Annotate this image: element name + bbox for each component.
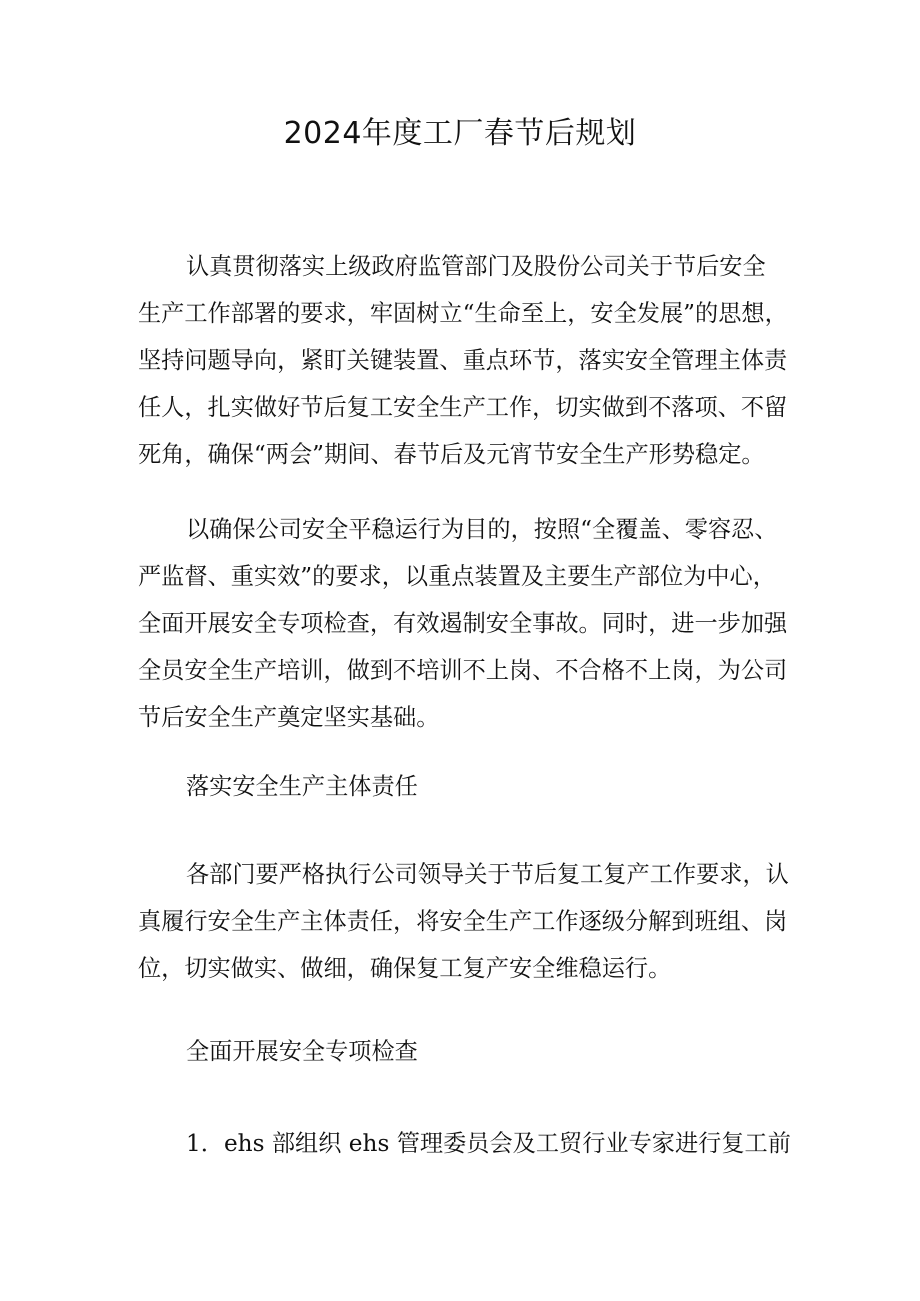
- paragraph-line: 生产工作部署的要求，牢固树立“生命至上，安全发展”的思想，: [138, 300, 788, 327]
- paragraph-line: 真履行安全生产主体责任，将安全生产工作逐级分解到班组、岗: [138, 908, 788, 935]
- paragraph-line: 任人，扎实做好节后复工安全生产工作，切实做到不落项、不留: [138, 394, 788, 421]
- paragraph-line: 各部门要严格执行公司领导关于节后复工复产工作要求，认: [186, 861, 789, 888]
- paragraph-line: 以确保公司安全平稳运行为目的，按照“全覆盖、零容忍、: [186, 516, 778, 543]
- paragraph-line: 死角，确保“两会”期间、春节后及元宵节安全生产形势稳定。: [138, 441, 765, 468]
- section-heading-text: 落实安全生产主体责任: [186, 773, 418, 800]
- section-heading-2: [138, 1028, 792, 1075]
- paragraph-line: 严监督、重实效”的要求，以重点装置及主要生产部位为中心，: [138, 563, 776, 590]
- paragraph-2: [138, 506, 792, 741]
- paragraph-line: 全面开展安全专项检查，有效遏制安全事故。同时，进一步加强: [138, 610, 788, 637]
- paragraph-3: [138, 851, 792, 992]
- paragraph-1: [138, 243, 792, 478]
- paragraph-line: 位，切实做实、做细，确保复工复产安全维稳运行。: [138, 955, 672, 982]
- paragraph-line: 坚持问题导向，紧盯关键装置、重点环节，落实安全管理主体责: [138, 347, 788, 374]
- paragraph-line: 全员安全生产培训，做到不培训不上岗、不合格不上岗，为公司: [138, 657, 788, 684]
- paragraph-line: 1．ehs 部组织 ehs 管理委员会及工贸行业专家进行复工前: [186, 1130, 791, 1157]
- paragraph-4: [138, 1120, 792, 1167]
- section-heading-1: [138, 763, 792, 810]
- section-heading-text: 全面开展安全专项检查: [186, 1038, 418, 1065]
- document-title: 2024年度工厂春节后规划: [283, 116, 637, 151]
- paragraph-line: 节后安全生产奠定坚实基础。: [138, 704, 440, 731]
- paragraph-line: 认真贯彻落实上级政府监管部门及股份公司关于节后安全: [186, 253, 766, 280]
